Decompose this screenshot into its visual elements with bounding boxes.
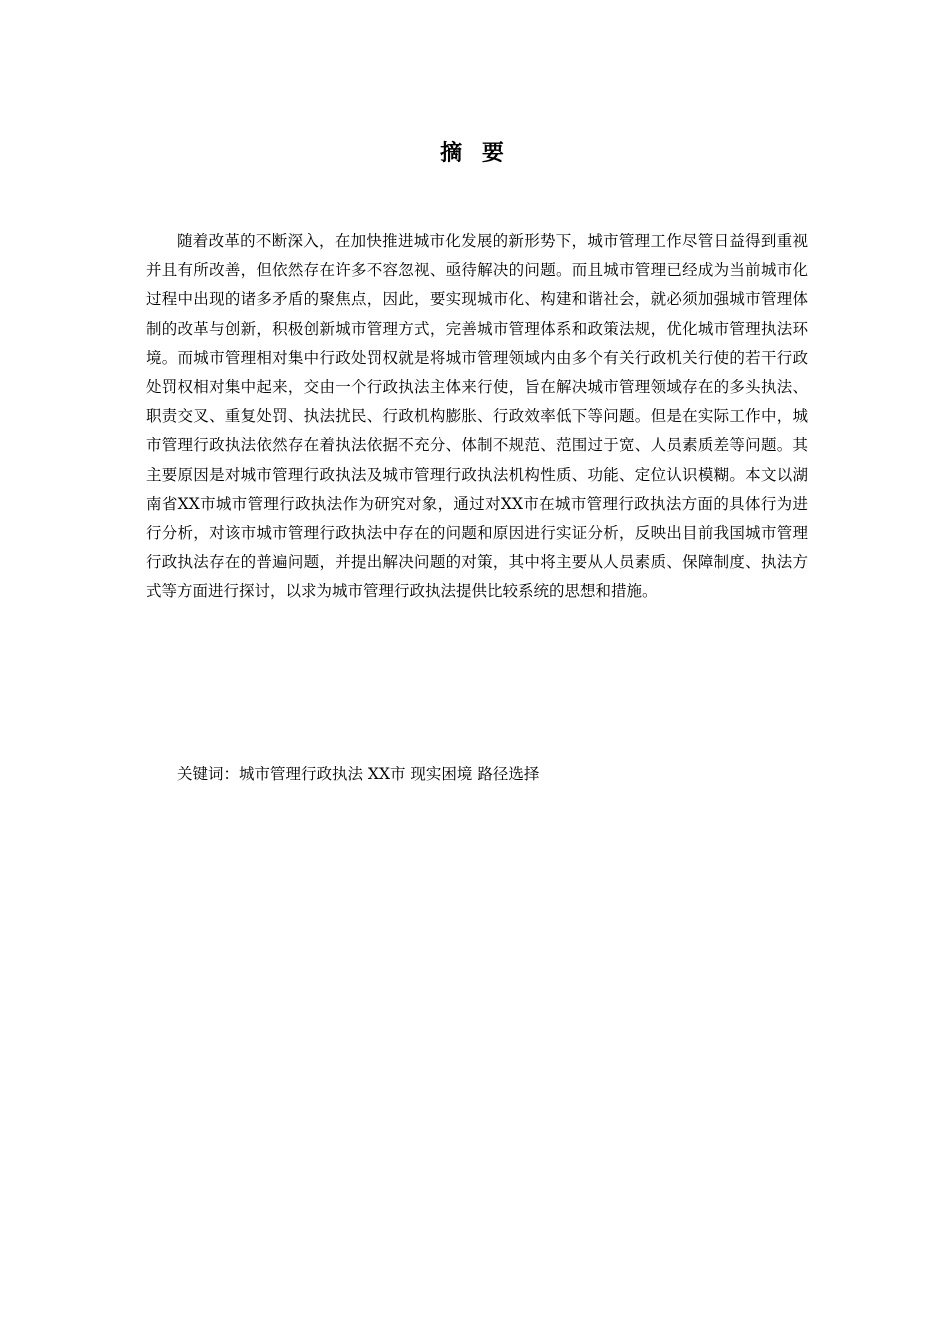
keywords-line: 关键词：城市管理行政执法 XX市 现实困境 路径选择 [177,765,540,783]
abstract-paragraph: 随着改革的不断深入，在加快推进城市化发展的新形势下，城市管理工作尽管日益得到重视并且有所改善，但依然存在许多不容忽视、亟待解决的问题。而且城市管理已经成为当前城市化过程中出现的诸多矛盾的聚焦点，因此，要实现城市化、构建和谐社会，就必须加强城市管理体制的改革与创新，积极创新城市管理方式，完善城市管理体系和政策法规，优化城市管理执法环境。而城市管理相对集中行政处罚权就是将城市管理领域内由多个有关行政机关行使的若干行政处罚权相对集中起来，交由一个行政执法主体来行使，旨在解决城市管理领域存在的多头执法、职责交叉、重复处罚、执法扰民、行政机构膨胀、行政效率低下等问题。但是在实际工作中，城市管理行政执法依然存在着执法依据不充分、体制不规范、范围过于宽、人员素质差等问题。其主要原因是对城市管理行政执法及城市管理行政执法机构性质、功能、定位认识模糊。本文以湖南省XX市城市管理行政执法作为研究对象，通过对XX市在城市管理行政执法方面的具体行为进行分析，对该市城市管理行政执法中存在的问题和原因进行实证分析，反映出目前我国城市管理行政执法存在的普遍问题，并提出解决问题的对策，其中将主要从人员素质、保障制度、执法方式等方面进行探讨，以求为城市管理行政执法提供比较系统的思想和措施。 [146,232,808,601]
page-title: 摘 要 [440,141,510,166]
